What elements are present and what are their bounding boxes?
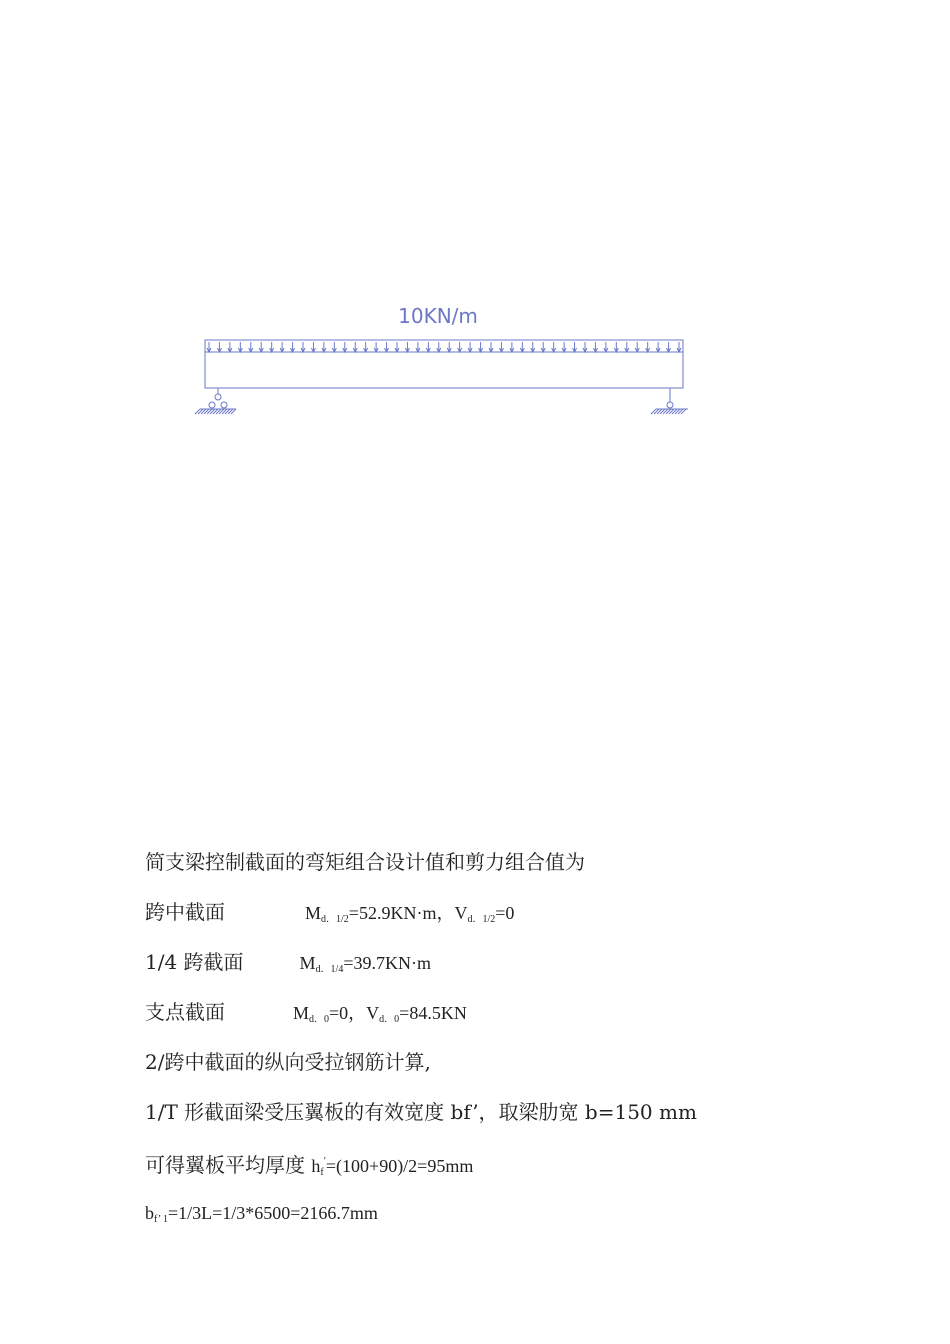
moment-value: =39.7KN·m xyxy=(343,953,431,973)
distributed-load-arrows xyxy=(207,342,681,352)
moment-subscript: d．1/2 xyxy=(321,914,349,925)
support-label: 支点截面 xyxy=(145,1000,225,1024)
roller-support-right-icon xyxy=(651,388,688,414)
h-subscript: f xyxy=(320,1167,324,1178)
midspan-label: 跨中截面 xyxy=(145,900,225,924)
h-superscript: ′ xyxy=(323,1156,326,1167)
midspan-line xyxy=(145,898,514,934)
support-line xyxy=(145,998,467,1034)
shear-symbol: V xyxy=(366,1003,380,1023)
moment-value: =52.9KN·m， xyxy=(348,903,455,923)
h-symbol: h xyxy=(311,1156,321,1176)
section2-line xyxy=(145,1048,431,1076)
b-symbol: b xyxy=(145,1203,154,1223)
quarter-label: 1/4 跨截面 xyxy=(145,950,244,974)
bf-value: =1/3L=1/3*6500=2166.7mm xyxy=(167,1203,378,1223)
load-label: 10KN/m xyxy=(398,304,478,328)
thickness-line xyxy=(145,1148,473,1187)
quarter-line xyxy=(145,948,431,984)
pin-support-left-icon xyxy=(195,388,236,414)
moment-symbol: M xyxy=(299,953,316,973)
shear-subscript: d．1/2 xyxy=(467,914,496,925)
b-subscript: f’ 1 xyxy=(154,1214,168,1225)
heading-text: 简支梁控制截面的弯矩组合设计值和剪力组合值为 xyxy=(145,850,585,874)
bf-line xyxy=(145,1198,378,1234)
shear-value: =0 xyxy=(495,903,515,923)
moment-value: =0， xyxy=(329,1003,367,1023)
heading-line xyxy=(145,848,585,876)
beam-body xyxy=(205,352,683,388)
beam-diagram xyxy=(0,0,950,440)
flange-text: 1/T 形截面梁受压翼板的有效宽度 bf’，取梁肋宽 b=150 mm xyxy=(145,1100,697,1124)
thickness-label: 可得翼板平均厚度 xyxy=(145,1153,312,1177)
moment-subscript: d．1/4 xyxy=(315,964,344,975)
shear-symbol: V xyxy=(454,903,468,923)
load-band xyxy=(205,340,683,352)
section2-text: 2/跨中截面的纵向受拉钢筋计算, xyxy=(145,1050,431,1074)
moment-symbol: M xyxy=(305,903,322,923)
thickness-value: =(100+90)/2=95mm xyxy=(325,1156,474,1176)
moment-symbol: M xyxy=(293,1003,310,1023)
moment-subscript: d．0 xyxy=(309,1014,330,1025)
shear-subscript: d．0 xyxy=(379,1014,400,1025)
shear-value: =84.5KN xyxy=(399,1003,467,1023)
flange-line xyxy=(145,1098,697,1126)
